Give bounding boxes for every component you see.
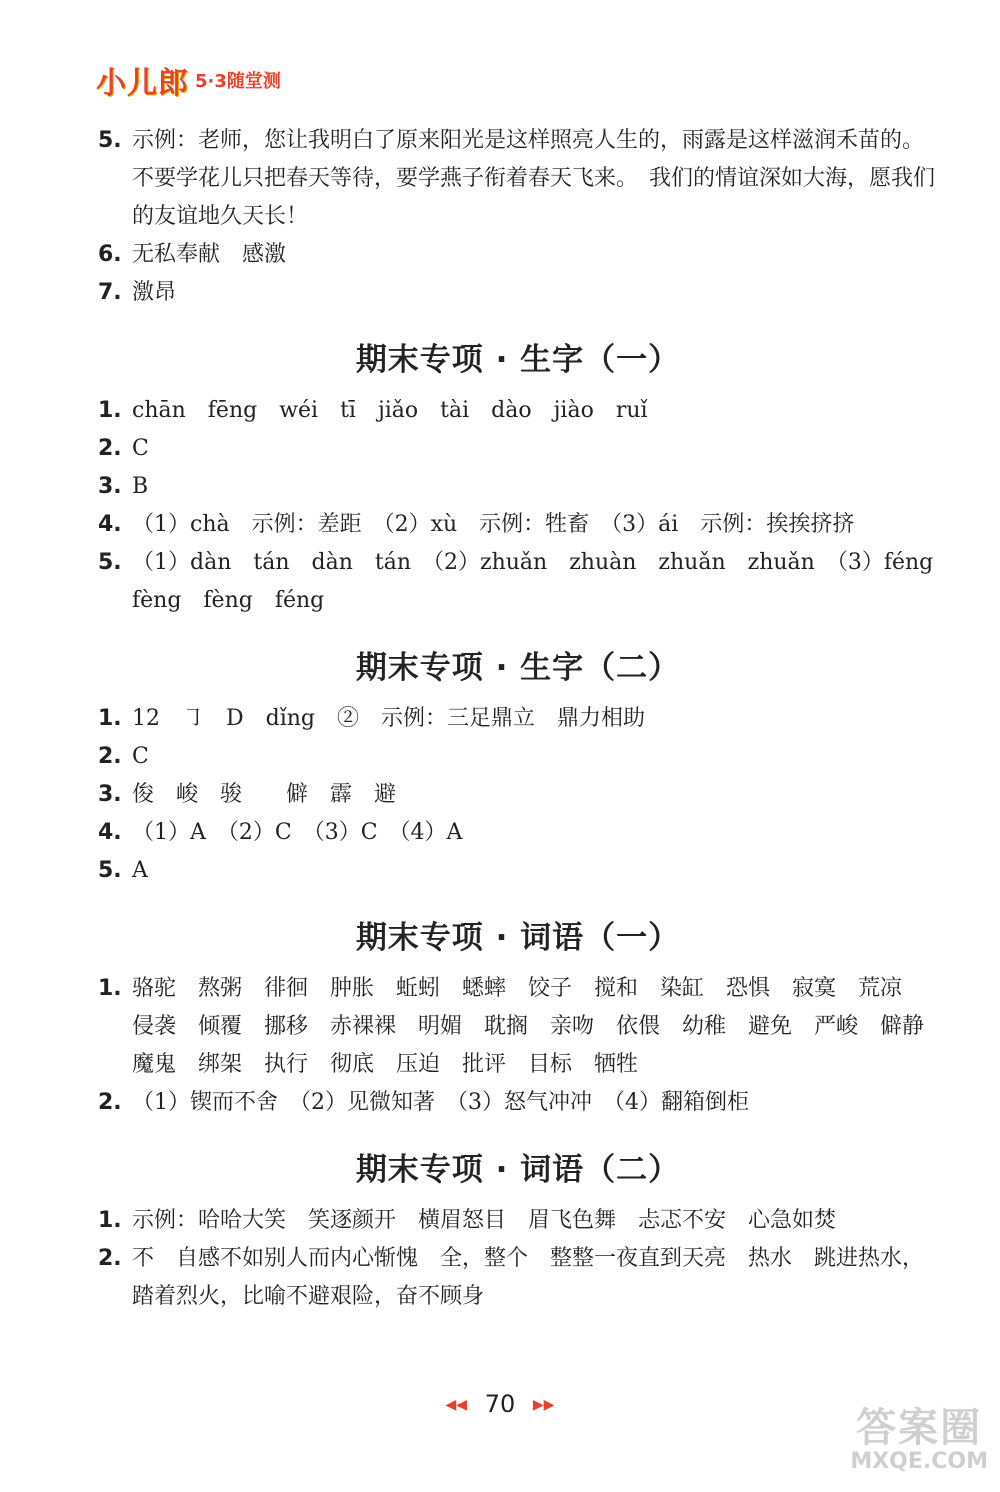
item-text: （1）A （2）C （3）C （4）A	[132, 820, 463, 845]
answer-item	[98, 970, 947, 1084]
next-arrow-icon: ▶▶	[532, 1397, 555, 1413]
section-heading: 期末专项 · 生字（二）	[355, 650, 681, 686]
answer-item	[98, 506, 938, 544]
watermark	[850, 1406, 988, 1474]
item-text: 12 ㇆ D dǐng ② 示例：三足鼎立 鼎力相助	[132, 706, 646, 731]
prev-arrow-icon: ◀◀	[445, 1397, 468, 1413]
watermark-domain: MXQE.COM	[850, 1448, 988, 1474]
item-number: 1.	[98, 706, 122, 731]
item-text: A	[132, 858, 148, 883]
section-heading: 期末专项 · 词语（二）	[355, 1152, 681, 1188]
page-number: 70	[484, 1390, 516, 1418]
series-title: 5·3随堂测	[195, 71, 281, 92]
section-heading: 期末专项 · 生字（一）	[355, 342, 681, 378]
answer-item	[98, 700, 938, 738]
item-text: 俊 峻 骏 僻 霹 避	[132, 782, 397, 807]
answer-item	[98, 852, 938, 890]
item-text: C	[132, 744, 149, 769]
item-number: 1.	[98, 976, 122, 1001]
item-text: 不 自感不如别人而内心惭愧 全，整个 整整一夜直到天亮 热水 跳进热水，踏着烈火，比喻不避艰险，奋不顾身	[132, 1246, 925, 1309]
header	[96, 60, 281, 100]
answer-item	[98, 274, 938, 312]
item-number: 4.	[98, 512, 122, 537]
item-text: chān fēng wéi tī jiǎo tài dào jiào ruǐ	[132, 398, 648, 423]
item-number: 2.	[98, 1090, 122, 1115]
item-number: 1.	[98, 398, 122, 423]
answer-item	[98, 544, 956, 620]
watermark-text: 答案圈	[856, 1404, 983, 1451]
item-number: 5.	[98, 128, 122, 153]
answer-content	[98, 122, 956, 1316]
answer-item	[98, 1202, 938, 1240]
answer-item	[98, 814, 938, 852]
answer-item	[98, 468, 938, 506]
item-text: 示例：哈哈大笑 笑逐颜开 横眉怒目 眉飞色舞 忐忑不安 心急如焚	[132, 1208, 837, 1233]
item-number: 3.	[98, 474, 122, 499]
item-number: 5.	[98, 550, 122, 575]
item-text: 示例：老师，您让我明白了原来阳光是这样照亮人生的，雨露是这样滋润禾苗的。 不要学花儿只把春天等待，要学燕子衔着春天飞来。 我们的情谊深如大海，愿我们的友谊地久天长！	[132, 128, 936, 229]
item-number: 4.	[98, 820, 122, 845]
item-number: 6.	[98, 242, 122, 267]
item-text: 激昂	[132, 280, 177, 305]
item-text: 无私奉献 感激	[132, 242, 287, 267]
item-number: 7.	[98, 280, 122, 305]
answer-item	[98, 236, 938, 274]
section-heading: 期末专项 · 词语（一）	[355, 920, 681, 956]
answer-item	[98, 738, 938, 776]
item-number: 5.	[98, 858, 122, 883]
item-number: 2.	[98, 744, 122, 769]
item-text: 骆驼 熬粥 徘徊 肿胀 蚯蚓 蟋蟀 饺子 搅和 染缸 恐惧 寂寞 荒凉 侵袭 倾覆 挪移 赤裸裸 明媚 耽搁 亲吻 依偎 幼稚 避免 严峻 僻静 魔鬼 绑架 执行 彻底 压迫 批评 目标 牺牲	[132, 976, 947, 1077]
answer-item	[98, 392, 938, 430]
item-number: 2.	[98, 436, 122, 461]
answer-item	[98, 1084, 938, 1122]
item-number: 3.	[98, 782, 122, 807]
brand-logo: 小儿郎	[96, 66, 189, 101]
item-text: （1）锲而不舍 （2）见微知著 （3）怒气冲冲 （4）翻箱倒柜	[132, 1090, 749, 1115]
item-number: 1.	[98, 1208, 122, 1233]
item-number: 2.	[98, 1246, 122, 1271]
answer-item	[98, 776, 938, 814]
item-text: B	[132, 474, 149, 499]
item-text: （1）dàn tán dàn tán （2）zhuǎn zhuàn zhuǎn zhuǎn （3）féng fèng fèng féng	[132, 550, 956, 613]
item-text: （1）chà 示例：差距 （2）xù 示例：牲畜 （3）ái 示例：挨挨挤挤	[132, 512, 855, 537]
answer-item	[98, 1240, 938, 1316]
answer-item	[98, 122, 938, 236]
item-text: C	[132, 436, 149, 461]
answer-item	[98, 430, 938, 468]
